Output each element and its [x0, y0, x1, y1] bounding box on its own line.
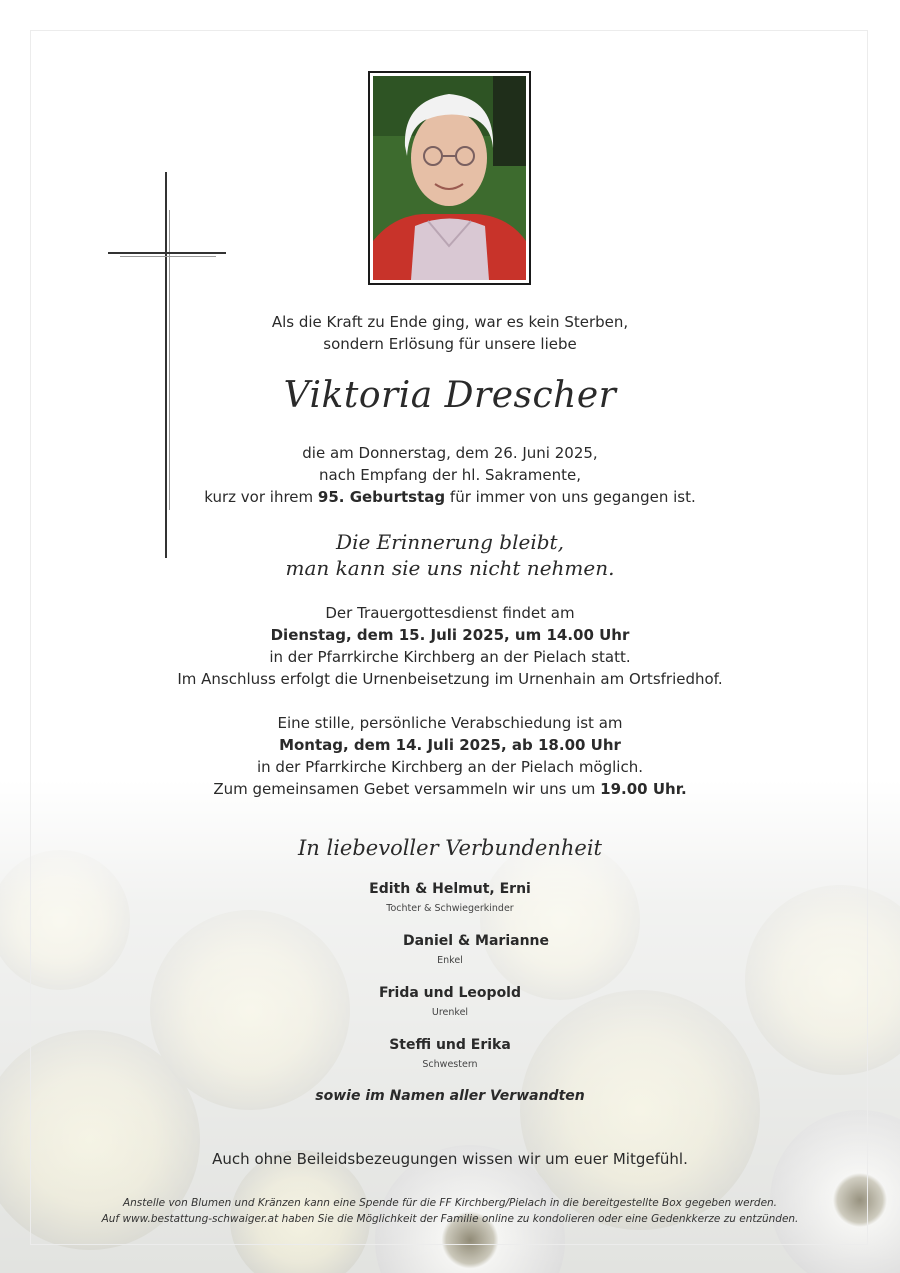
- mourner-relation: Urenkel: [431, 1007, 469, 1018]
- farewell-line-3: in der Pfarrkirche Kirchberg an der Pielach möglich.: [256, 758, 643, 776]
- prayer-text: Zum gemeinsamen Gebet versammeln wir uns um: [213, 780, 601, 798]
- prayer-time: 19.00 Uhr.: [600, 780, 687, 798]
- mourner-relation: Schwestern: [422, 1059, 478, 1070]
- death-notice-text-end: für immer von uns gegangen ist.: [445, 488, 696, 506]
- relatives-line: sowie im Namen aller Verwandten: [315, 1088, 585, 1104]
- condolence-note: Auch ohne Beileidsbezeugungen wissen wir um euer Mitgefühl.: [212, 1150, 688, 1168]
- mourner-relation: Tochter & Schwiegerkinder: [386, 903, 514, 914]
- farewell-line-4: [0, 780, 900, 798]
- portrait-photo: [368, 71, 531, 285]
- mourner-names: Frida und Leopold: [378, 985, 522, 1001]
- mourner-names: Daniel & Marianne: [402, 933, 550, 949]
- quote-line-1: Die Erinnerung bleibt,: [336, 530, 564, 554]
- mourner-names: Steffi und Erika: [389, 1037, 511, 1053]
- death-notice-line-2: nach Empfang der hl. Sakramente,: [319, 466, 581, 484]
- footer-online-condolence: Auf www.bestattung-schwaiger.at haben Sie die Möglichkeit der Familie online zu kondolieren oder eine Gedenkkerze zu entzünden.: [101, 1213, 799, 1225]
- service-line-3: in der Pfarrkirche Kirchberg an der Pielach statt.: [269, 648, 631, 666]
- mourner-names: Edith & Helmut, Erni: [369, 881, 531, 897]
- quote-line-2: man kann sie uns nicht nehmen.: [285, 556, 615, 580]
- death-notice-text: kurz vor ihrem: [204, 488, 318, 506]
- service-line-4: Im Anschluss erfolgt die Urnenbeisetzung im Urnenhain am Ortsfriedhof.: [177, 670, 723, 688]
- death-notice-line-1: die am Donnerstag, dem 26. Juni 2025,: [302, 444, 598, 462]
- intro-line-1: Als die Kraft zu Ende ging, war es kein Sterben,: [271, 313, 629, 331]
- mourner-relation: Enkel: [437, 955, 463, 966]
- birthday-highlight: 95. Geburtstag: [317, 488, 446, 506]
- farewell-date: Montag, dem 14. Juli 2025, ab 18.00 Uhr: [279, 736, 621, 754]
- closing-heading: In liebevoller Verbundenheit: [297, 836, 602, 860]
- intro-line-2: sondern Erlösung für unsere liebe: [323, 335, 577, 353]
- footer-donation-note: Anstelle von Blumen und Kränzen kann eine Spende für die FF Kirchberg/Pielach in die bereitgestellte Box gegeben werden.: [122, 1197, 778, 1209]
- service-date: Dienstag, dem 15. Juli 2025, um 14.00 Uhr: [270, 626, 630, 644]
- deceased-name: Viktoria Drescher: [283, 375, 617, 416]
- farewell-line-1: Eine stille, persönliche Verabschiedung ist am: [277, 714, 623, 732]
- service-line-1: Der Trauergottesdienst findet am: [325, 604, 575, 622]
- death-notice-line-3: [0, 488, 900, 506]
